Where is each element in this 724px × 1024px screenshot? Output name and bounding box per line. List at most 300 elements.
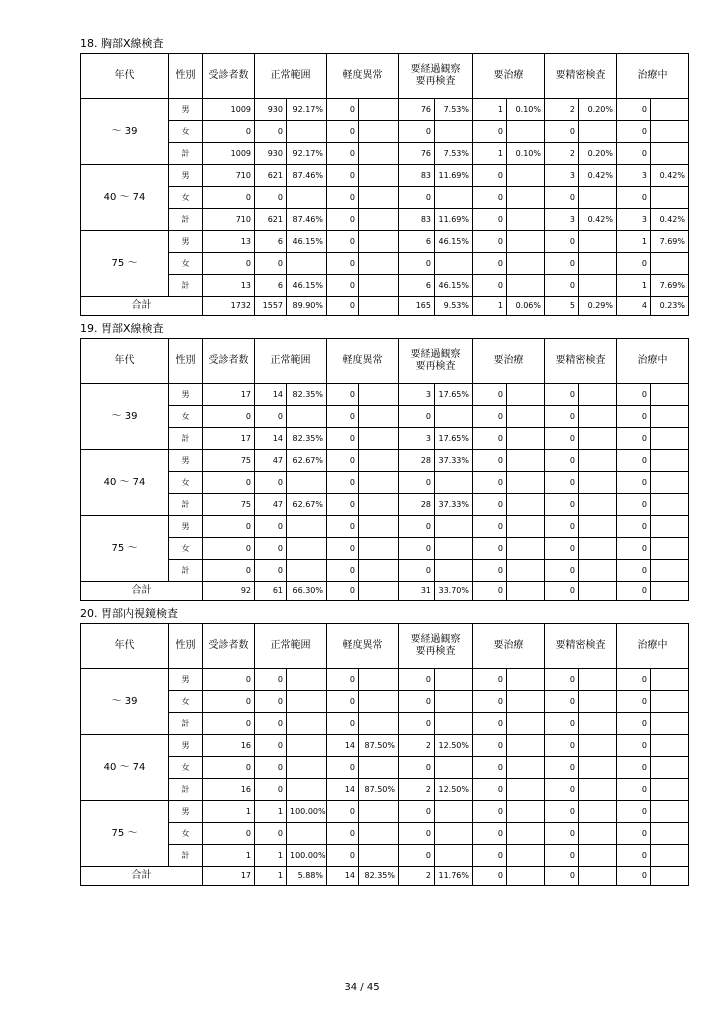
value-cell [651,472,689,494]
value-cell [651,560,689,582]
table-row [81,406,689,428]
value-cell [287,187,327,209]
total-value-cell: 0.06% [507,297,545,316]
value-cell: 6 [399,231,435,253]
value-cell: 46.15% [435,231,473,253]
total-value-cell: 1 [473,297,507,316]
value-cell: 87.46% [287,209,327,231]
value-cell: 0 [255,735,287,757]
value-cell [651,187,689,209]
total-value-cell: 0 [327,297,359,316]
value-cell: 0 [327,757,359,779]
sex-cell: 計 [169,779,203,801]
value-cell: 0 [617,560,651,582]
total-value-cell: 0 [545,867,579,886]
value-cell [651,99,689,121]
value-cell: 0 [545,428,579,450]
value-cell [651,801,689,823]
value-cell: 0 [473,691,507,713]
value-cell: 0 [473,516,507,538]
value-cell: 1 [473,99,507,121]
value-cell: 710 [203,209,255,231]
value-cell [287,779,327,801]
total-value-cell: 5.88% [287,867,327,886]
value-cell [651,669,689,691]
total-value-cell: 11.76% [435,867,473,886]
sex-cell: 女 [169,691,203,713]
total-value-cell [579,867,617,886]
value-cell: 0 [545,450,579,472]
value-cell: 0 [545,669,579,691]
header-normal: 正常範囲 [255,339,327,384]
value-cell [435,757,473,779]
total-row [81,582,689,601]
total-value-cell: 82.35% [359,867,399,886]
value-cell: 0.10% [507,99,545,121]
sex-cell: 男 [169,735,203,757]
value-cell: 6 [255,231,287,253]
value-cell: 7.69% [651,231,689,253]
sex-cell: 計 [169,560,203,582]
value-cell: 11.69% [435,209,473,231]
section-endoscopy [80,607,682,886]
section-chest-xray [80,37,685,316]
value-cell [579,231,617,253]
value-cell [579,516,617,538]
value-cell [287,121,327,143]
value-cell: 3 [399,384,435,406]
value-cell [359,187,399,209]
value-cell: 62.67% [287,494,327,516]
value-cell [579,713,617,735]
value-cell: 6 [399,275,435,297]
value-cell: 0 [255,779,287,801]
value-cell: 0 [545,560,579,582]
value-cell [287,691,327,713]
value-cell: 0 [473,450,507,472]
header-normal: 正常範囲 [255,54,327,99]
value-cell [507,209,545,231]
results-table [80,53,689,316]
total-value-cell: 89.90% [287,297,327,316]
total-label: 合計 [81,297,203,316]
value-cell: 0 [255,713,287,735]
value-cell: 0 [545,275,579,297]
value-cell: 28 [399,494,435,516]
value-cell: 0 [617,845,651,867]
value-cell: 0 [327,691,359,713]
table-row [81,801,689,823]
value-cell: 6 [255,275,287,297]
value-cell: 0 [327,494,359,516]
value-cell: 62.67% [287,450,327,472]
value-cell [435,253,473,275]
value-cell: 0.20% [579,99,617,121]
table-row [81,823,689,845]
total-value-cell: 17 [203,867,255,886]
value-cell: 0 [617,99,651,121]
value-cell: 7.53% [435,143,473,165]
value-cell [287,823,327,845]
value-cell: 0 [399,253,435,275]
value-cell: 87.50% [359,779,399,801]
sex-cell: 男 [169,516,203,538]
value-cell: 0 [545,253,579,275]
value-cell: 3 [545,165,579,187]
value-cell: 0 [327,472,359,494]
value-cell: 14 [327,779,359,801]
value-cell [651,691,689,713]
value-cell: 0 [399,538,435,560]
value-cell: 0 [399,560,435,582]
value-cell: 0 [617,516,651,538]
header-normal: 正常範囲 [255,624,327,669]
value-cell [435,472,473,494]
value-cell: 12.50% [435,779,473,801]
age-group-cell: 40 ～ 74 [81,165,169,231]
value-cell: 0 [399,691,435,713]
value-cell: 0 [255,121,287,143]
sex-cell: 男 [169,99,203,121]
value-cell [435,801,473,823]
value-cell [579,121,617,143]
value-cell: 0 [545,713,579,735]
header-age: 年代 [81,54,169,99]
value-cell: 0 [473,779,507,801]
value-cell [359,165,399,187]
value-cell [579,779,617,801]
value-cell [651,823,689,845]
total-value-cell: 0 [617,582,651,601]
value-cell: 0 [399,121,435,143]
value-cell: 0 [617,801,651,823]
value-cell [287,757,327,779]
value-cell [435,845,473,867]
value-cell: 0 [203,560,255,582]
value-cell [435,560,473,582]
total-label: 合計 [81,582,203,601]
value-cell [359,384,399,406]
sex-cell: 計 [169,494,203,516]
header-observe-line2: 要再検査 [415,646,456,657]
value-cell: 82.35% [287,428,327,450]
value-cell: 3 [617,209,651,231]
value-cell: 0 [327,275,359,297]
value-cell: 1 [255,801,287,823]
results-table [80,623,689,886]
value-cell: 0 [473,384,507,406]
value-cell: 0 [473,231,507,253]
value-cell: 16 [203,735,255,757]
value-cell [359,121,399,143]
value-cell: 16 [203,779,255,801]
header-observe [399,339,473,384]
value-cell [287,538,327,560]
header-observe-line2: 要再検査 [415,76,456,87]
value-cell [579,428,617,450]
table-row [81,713,689,735]
value-cell: 0 [545,231,579,253]
value-cell: 0 [203,406,255,428]
value-cell: 0 [545,384,579,406]
value-cell [359,713,399,735]
value-cell: 621 [255,209,287,231]
value-cell [359,823,399,845]
value-cell: 0 [617,538,651,560]
age-group-cell: 40 ～ 74 [81,735,169,801]
total-value-cell [359,582,399,601]
value-cell: 0 [545,406,579,428]
header-row [81,54,689,99]
value-cell [359,406,399,428]
value-cell: 92.17% [287,99,327,121]
value-cell [651,121,689,143]
value-cell: 0 [399,516,435,538]
value-cell: 0 [473,275,507,297]
value-cell: 1 [255,845,287,867]
value-cell: 0 [203,823,255,845]
value-cell: 0 [327,801,359,823]
value-cell: 7.53% [435,99,473,121]
age-group-cell: 75 ～ [81,801,169,867]
value-cell: 0 [327,406,359,428]
header-treatment: 要治療 [473,624,545,669]
value-cell: 13 [203,231,255,253]
value-cell: 0 [399,801,435,823]
value-cell: 76 [399,143,435,165]
value-cell: 0.20% [579,143,617,165]
sex-cell: 計 [169,428,203,450]
sex-cell: 男 [169,669,203,691]
value-cell: 0 [203,516,255,538]
header-mild: 軽度異常 [327,339,399,384]
table-row [81,691,689,713]
value-cell [507,231,545,253]
value-cell: 46.15% [287,275,327,297]
value-cell: 0 [255,823,287,845]
value-cell: 0 [255,757,287,779]
value-cell [287,253,327,275]
value-cell: 0 [327,428,359,450]
value-cell [359,801,399,823]
value-cell: 0 [203,669,255,691]
total-value-cell: 1732 [203,297,255,316]
sex-cell: 女 [169,823,203,845]
header-under-treatment: 治療中 [617,54,689,99]
table-row [81,209,689,231]
header-row [81,624,689,669]
value-cell: 1009 [203,99,255,121]
value-cell [435,713,473,735]
value-cell: 0 [473,209,507,231]
value-cell [651,779,689,801]
table-row [81,428,689,450]
value-cell: 14 [255,428,287,450]
value-cell: 46.15% [287,231,327,253]
header-examinees: 受診者数 [203,54,255,99]
value-cell: 0 [255,669,287,691]
value-cell [507,735,545,757]
value-cell [359,472,399,494]
value-cell [359,669,399,691]
value-cell: 0 [255,560,287,582]
value-cell [579,691,617,713]
value-cell: 2 [545,99,579,121]
table-row [81,253,689,275]
total-row [81,297,689,316]
header-observe-line2: 要再検査 [415,361,456,372]
value-cell: 0 [203,538,255,560]
header-examinees: 受診者数 [203,624,255,669]
value-cell: 0 [473,187,507,209]
value-cell: 0 [473,165,507,187]
total-value-cell [651,867,689,886]
total-value-cell: 92 [203,582,255,601]
total-label: 合計 [81,867,203,886]
header-age: 年代 [81,624,169,669]
value-cell: 0 [545,472,579,494]
value-cell: 0 [327,538,359,560]
value-cell: 0 [203,472,255,494]
value-cell [359,560,399,582]
sex-cell: 計 [169,275,203,297]
value-cell: 0 [545,516,579,538]
value-cell: 0 [473,538,507,560]
value-cell: 0 [255,691,287,713]
value-cell [507,165,545,187]
value-cell: 0 [473,428,507,450]
value-cell: 0 [617,406,651,428]
value-cell: 0 [473,801,507,823]
value-cell: 0 [473,121,507,143]
value-cell: 930 [255,143,287,165]
section-title: 19. 胃部X線検査 [80,322,164,335]
value-cell: 0 [473,494,507,516]
value-cell: 47 [255,450,287,472]
total-value-cell: 2 [399,867,435,886]
sex-cell: 女 [169,538,203,560]
sex-cell: 計 [169,713,203,735]
value-cell: 0 [617,779,651,801]
value-cell [359,253,399,275]
value-cell: 0.42% [651,209,689,231]
total-value-cell: 61 [255,582,287,601]
value-cell [287,406,327,428]
value-cell: 0 [327,384,359,406]
header-mild: 軽度異常 [327,624,399,669]
value-cell: 0 [255,516,287,538]
value-cell: 1 [617,231,651,253]
value-cell [287,560,327,582]
value-cell [651,384,689,406]
table-row [81,99,689,121]
value-cell [579,472,617,494]
age-group-cell: 75 ～ [81,231,169,297]
value-cell: 0 [545,735,579,757]
total-value-cell: 31 [399,582,435,601]
header-examinees: 受診者数 [203,339,255,384]
total-value-cell: 0 [327,582,359,601]
value-cell: 0 [327,99,359,121]
value-cell: 17 [203,428,255,450]
age-group-cell: 40 ～ 74 [81,450,169,516]
value-cell: 1 [617,275,651,297]
value-cell: 0 [473,560,507,582]
value-cell [579,538,617,560]
value-cell: 1 [203,845,255,867]
value-cell [507,275,545,297]
table-row [81,121,689,143]
value-cell [579,845,617,867]
value-cell: 0 [473,757,507,779]
value-cell [507,538,545,560]
value-cell [507,406,545,428]
header-observe-line1: 要経過観察 [410,634,461,645]
value-cell: 0 [399,845,435,867]
value-cell: 37.33% [435,494,473,516]
value-cell [359,209,399,231]
value-cell: 0 [617,472,651,494]
value-cell [651,253,689,275]
sex-cell: 女 [169,757,203,779]
total-value-cell [579,582,617,601]
value-cell: 17.65% [435,428,473,450]
header-mild: 軽度異常 [327,54,399,99]
total-value-cell: 5 [545,297,579,316]
value-cell [359,845,399,867]
value-cell: 0 [617,735,651,757]
value-cell: 0 [327,560,359,582]
value-cell: 0 [203,757,255,779]
value-cell [359,538,399,560]
value-cell: 3 [545,209,579,231]
value-cell [435,538,473,560]
total-value-cell [359,297,399,316]
value-cell [359,428,399,450]
value-cell: 87.50% [359,735,399,757]
header-observe-line1: 要経過観察 [410,64,461,75]
value-cell [359,99,399,121]
total-row [81,867,689,886]
value-cell [579,406,617,428]
value-cell [507,779,545,801]
value-cell: 7.69% [651,275,689,297]
header-detailed: 要精密検査 [545,54,617,99]
value-cell [287,735,327,757]
value-cell [359,494,399,516]
value-cell: 92.17% [287,143,327,165]
header-under-treatment: 治療中 [617,624,689,669]
value-cell: 1 [473,143,507,165]
value-cell: 75 [203,450,255,472]
value-cell [579,757,617,779]
value-cell: 0 [545,121,579,143]
value-cell [435,823,473,845]
value-cell: 0 [617,143,651,165]
value-cell [579,275,617,297]
total-value-cell: 0 [617,867,651,886]
table-row [81,757,689,779]
total-value-cell: 33.70% [435,582,473,601]
value-cell: 14 [327,735,359,757]
value-cell: 76 [399,99,435,121]
value-cell: 0 [473,735,507,757]
table-row [81,231,689,253]
value-cell: 0 [327,121,359,143]
value-cell: 0 [399,669,435,691]
header-detailed: 要精密検査 [545,339,617,384]
value-cell: 0 [399,823,435,845]
